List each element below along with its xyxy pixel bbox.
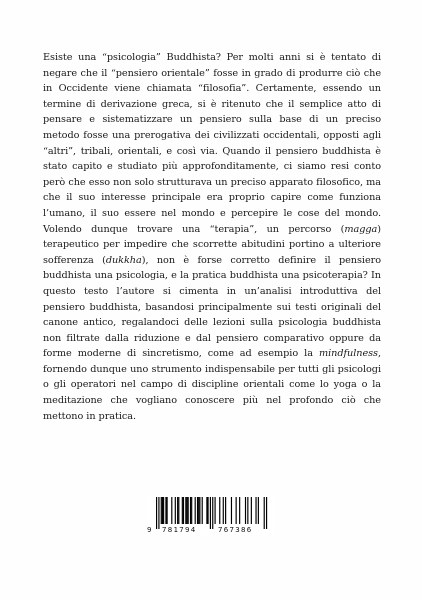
barcode-bar	[185, 497, 186, 524]
barcode-bar	[225, 497, 226, 524]
barcode-bar	[247, 497, 248, 524]
barcode-bar	[171, 497, 172, 524]
barcode-bar	[161, 497, 162, 524]
isbn-barcode	[147, 495, 274, 535]
blurb-text	[43, 50, 381, 424]
blurb-part-2: ) terapeutico per impedire che scorrette abitudini portino a ulteriore sofferenza (	[43, 223, 381, 266]
barcode-right-digits: 767386	[218, 525, 253, 534]
barcode-bar	[183, 497, 184, 524]
barcode-bar	[186, 497, 187, 524]
barcode-bar	[258, 497, 259, 524]
barcode-bar	[188, 497, 189, 524]
barcode-bar	[191, 497, 192, 524]
barcode-bar	[165, 497, 166, 524]
barcode-bar	[175, 497, 176, 524]
barcode-bar	[190, 497, 191, 524]
barcode-bar	[215, 497, 216, 524]
barcode-bar	[231, 497, 232, 524]
barcode-bar	[178, 497, 179, 524]
barcode-bar	[206, 497, 207, 524]
barcode-left-digits: 781794	[162, 525, 197, 534]
blurb-part-1: Esiste una “psicologia” Buddhista? Per molti anni si è tentato di negare che il “pensiero orientale” fosse in grado di produrre ciò che in Occidente viene chiamata “filosofia”. Certamente, essendo un termine di derivazione greca, si è ritenuto che il semplice atto di pensare e sistematizzare un pensiero sulla base di un preciso metodo fosse una prerogativa dei civilizzati occidentali, opposti agli “altri”, tribali, orientali, e così via. Quando il pensiero buddhista è stato capito e studiato più approfonditamente, ci siamo resi conto però che esso non solo strutturava un preciso apparato filosofico, ma che il suo interesse principale era proprio capire come funziona l’umano, il suo essere nel mondo e percepire le cose del mondo. Volendo dunque trovare una “terapia”, un percorso (	[43, 52, 381, 235]
barcode-bar	[202, 497, 203, 524]
barcode-bar	[223, 497, 224, 524]
barcode-lead-digit: 9	[147, 525, 152, 534]
term-mindfulness: mindfulness	[318, 348, 378, 360]
barcode-bar	[251, 497, 252, 524]
barcode-number	[147, 525, 274, 535]
barcode-bar	[177, 497, 178, 524]
barcode-bar	[182, 497, 183, 524]
barcode-bar	[167, 497, 168, 524]
blurb-part-4: , fornendo dunque uno strumento indispensabile per tutti gli psicologi o gli operatori nel campo di discipline orientali come lo yoga o la meditazione che vogliano conoscere più nel profondo ciò che mettono in pratica.	[43, 348, 381, 422]
barcode-bar	[162, 497, 163, 524]
barcode-bar	[236, 497, 237, 524]
barcode-bar	[199, 497, 200, 524]
barcode-bar	[198, 497, 199, 524]
barcode-bar	[245, 497, 246, 524]
barcode-bar	[219, 497, 220, 524]
blurb-part-3: ), non è forse corretto definire il pensiero buddhista una psicologia, e la pratica buddhista una psicoterapia? In questo testo l’autore si cimenta in un’analisi introduttiva del pensiero buddhista, basandosi principalmente sui testi originali del canone antico, regalandoci delle lezioni sulla psicologia buddhista non filtrate dalla riduzione e dal pensiero comparativo oppure da forme moderne di sincretismo, come ad esempio la	[43, 254, 382, 360]
term-dukkha: dukkha	[105, 254, 142, 266]
barcode-bar	[197, 497, 198, 524]
barcode-bar	[239, 497, 240, 524]
term-magga: magga	[344, 223, 378, 235]
barcode-bar	[207, 497, 208, 524]
barcode-bar	[195, 497, 196, 524]
barcode-bar	[163, 497, 164, 524]
barcode-bar	[255, 497, 256, 524]
